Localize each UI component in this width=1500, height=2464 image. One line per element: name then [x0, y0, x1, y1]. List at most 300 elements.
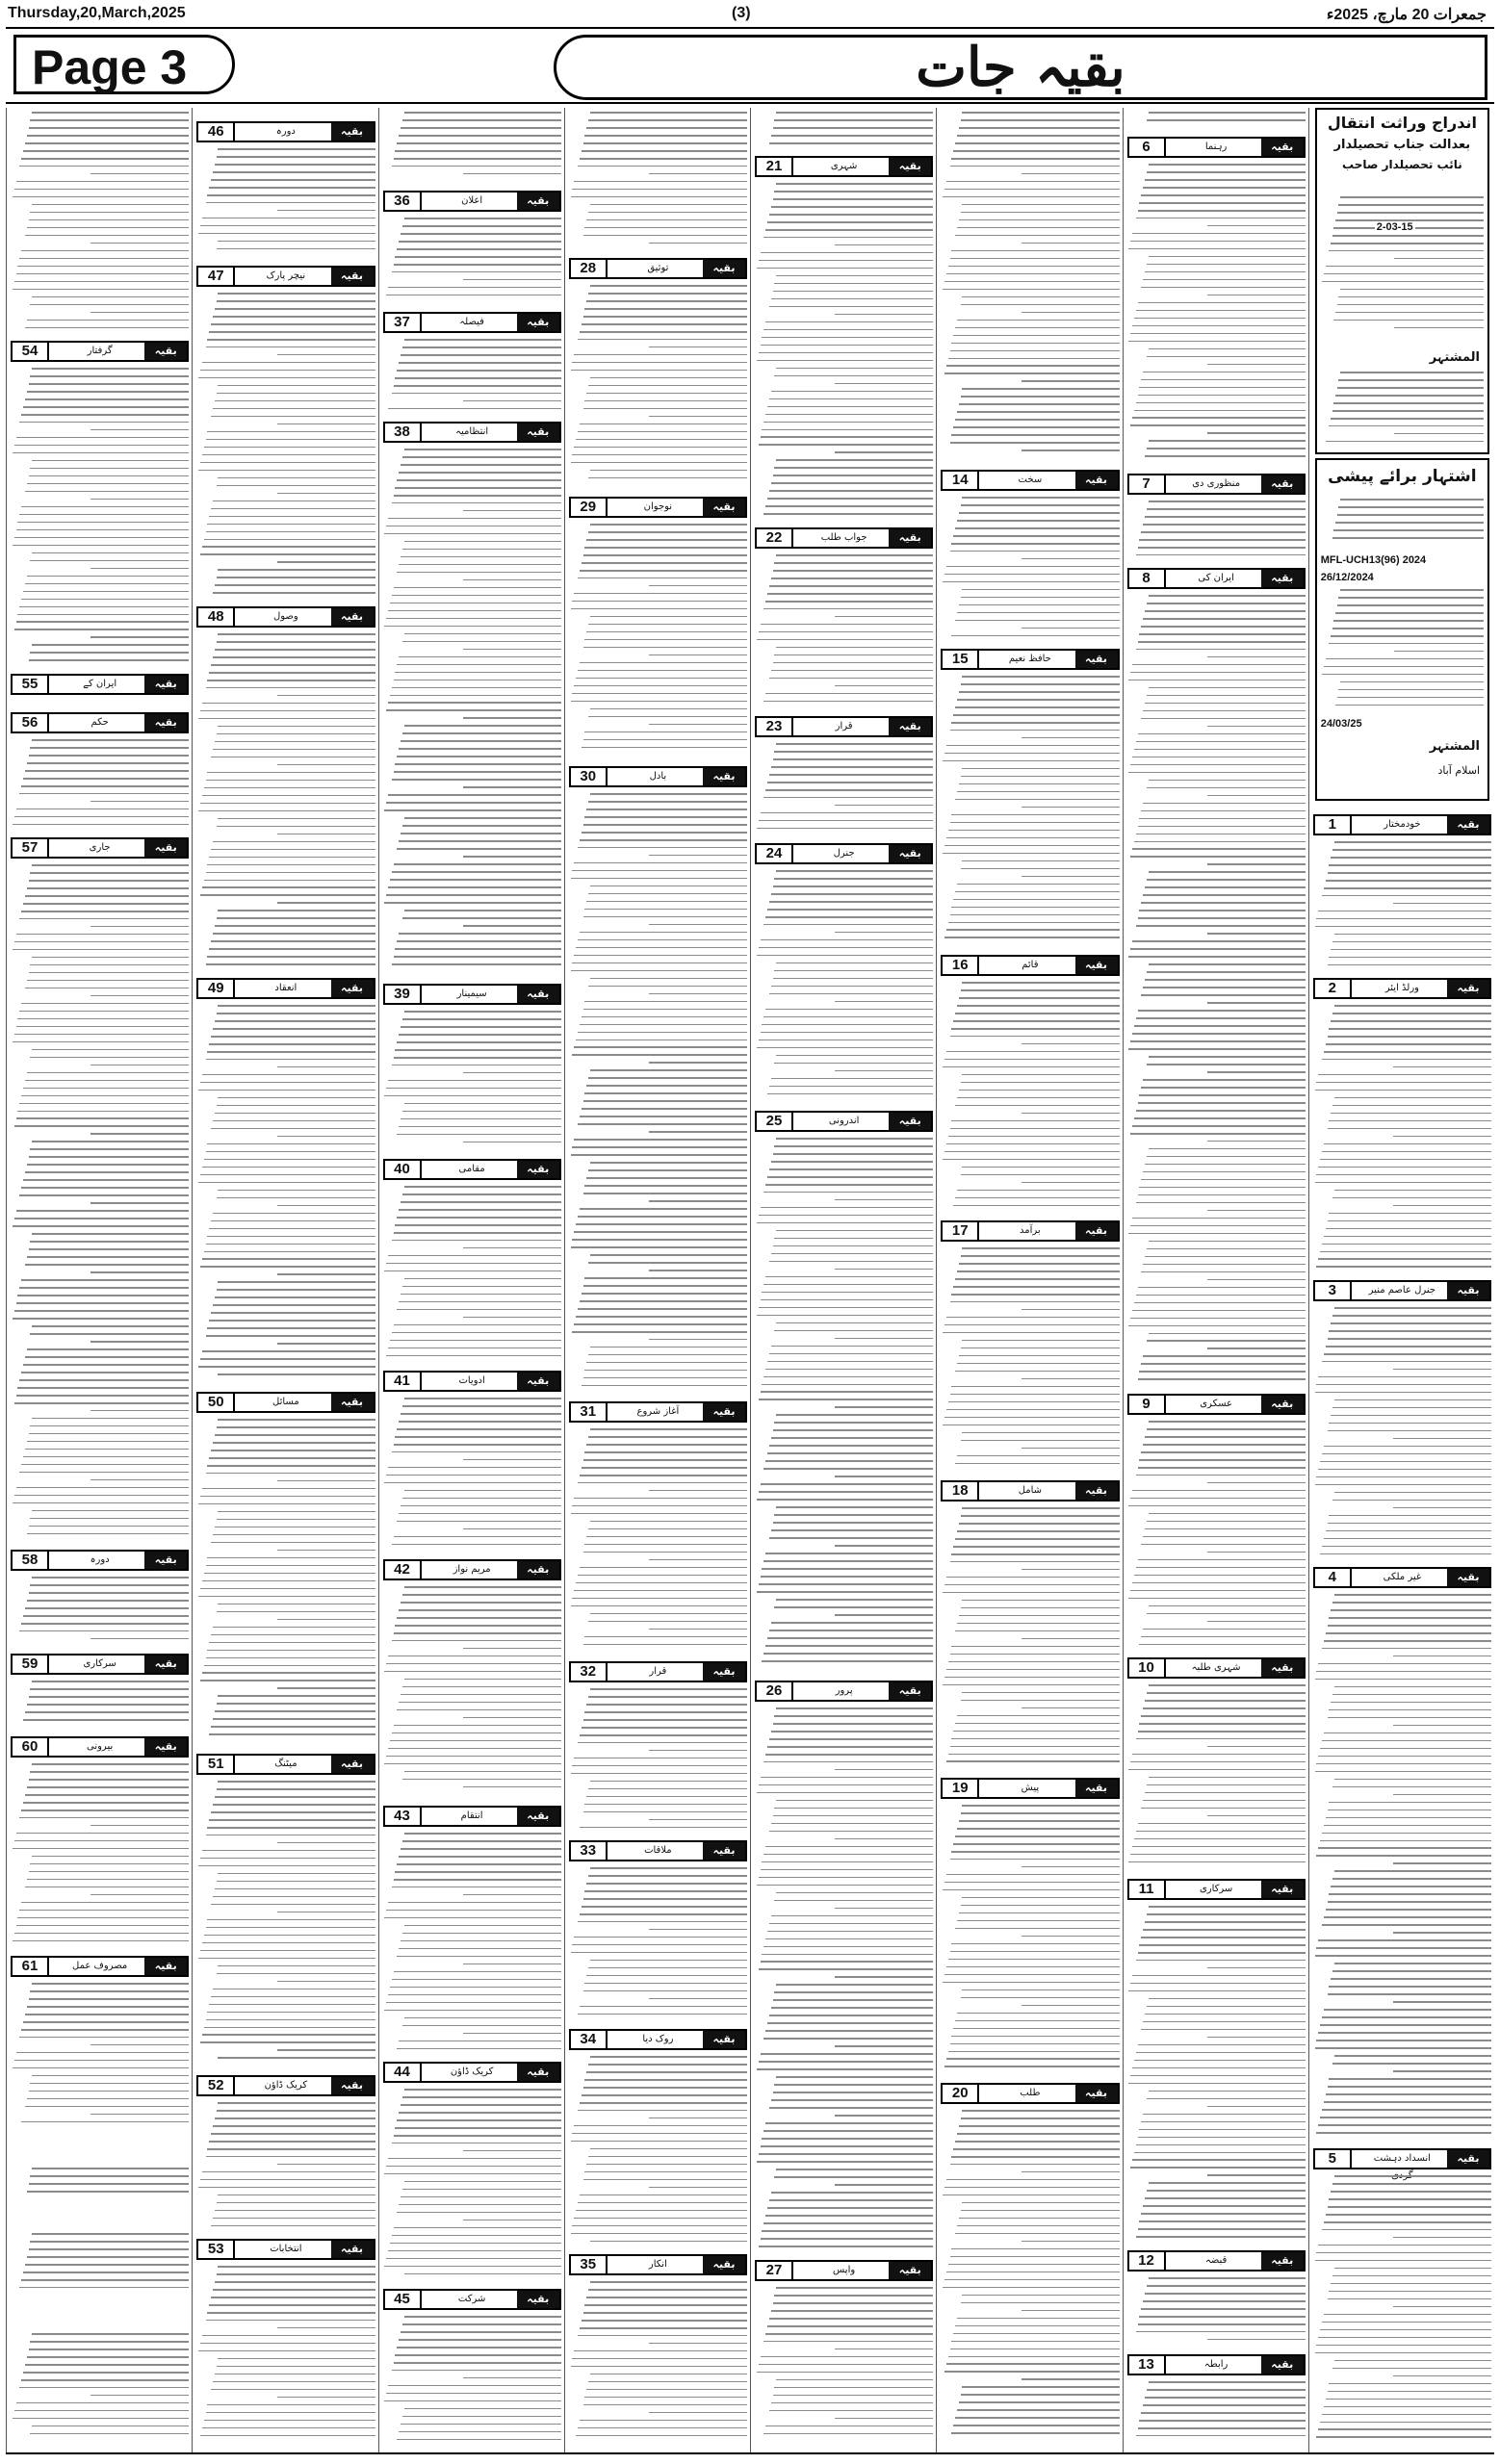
- tag-word: بقیہ: [1261, 570, 1304, 587]
- continued-tag-20: [941, 2083, 1119, 2104]
- continued-tag-56: [11, 712, 189, 733]
- tag-number: 53: [198, 2241, 235, 2258]
- continued-tag-43: [383, 1806, 561, 1827]
- text-block: [1313, 1307, 1491, 1561]
- tag-number: 44: [385, 2064, 422, 2081]
- tag-number: 11: [1129, 1881, 1166, 1898]
- continued-tag-24: [755, 843, 933, 864]
- notice-title: اندراج وراثت انتقال: [1327, 114, 1477, 132]
- text-block: [941, 982, 1119, 1215]
- tag-word: بقیہ: [331, 123, 374, 141]
- continued-tag-57: [11, 837, 189, 859]
- tag-word: بقیہ: [703, 2031, 745, 2048]
- continued-tag-12: [1127, 2250, 1306, 2272]
- tag-subject: رہنما: [1204, 141, 1228, 152]
- tag-number: 15: [943, 651, 979, 668]
- text-block: [383, 1586, 561, 1800]
- continued-tag-47: [196, 266, 375, 287]
- text-block: [11, 112, 189, 335]
- masthead-rule: [6, 102, 1494, 104]
- tag-number: 14: [943, 472, 979, 489]
- tag-subject: قبضہ: [1204, 2255, 1228, 2266]
- tag-number: 4: [1315, 1569, 1352, 1586]
- tag-subject: آغاز شروع: [636, 1406, 680, 1417]
- tag-number: 18: [943, 1482, 979, 1500]
- text-block: [383, 218, 561, 306]
- tag-word: بقیہ: [144, 714, 187, 732]
- tag-number: 37: [385, 314, 422, 331]
- tag-subject: بیرونی: [86, 1741, 114, 1752]
- text-block: [1313, 2175, 1491, 2447]
- columns-area: [6, 108, 1494, 2452]
- tag-number: 39: [385, 986, 422, 1003]
- tag-subject: سیمینار: [456, 988, 487, 999]
- tag-number: 3: [1315, 1282, 1352, 1299]
- continued-tag-22: [755, 527, 933, 549]
- tag-number: 36: [385, 192, 422, 210]
- continued-tag-45: [383, 2289, 561, 2310]
- continued-tag-2: [1313, 978, 1491, 999]
- text-block: [383, 2089, 561, 2283]
- tag-word: بقیہ: [517, 1373, 559, 1390]
- continued-tag-26: [755, 1681, 933, 1702]
- continued-tag-54: [11, 341, 189, 362]
- tag-number: 9: [1129, 1396, 1166, 1413]
- tag-word: بقیہ: [703, 1403, 745, 1421]
- tag-number: 20: [943, 2085, 979, 2102]
- tag-number: 56: [13, 714, 49, 732]
- tag-subject: اعلان: [461, 195, 483, 206]
- tag-number: 10: [1129, 1659, 1166, 1677]
- bottom-rule: [6, 2452, 1494, 2454]
- text-block: [941, 2110, 1119, 2447]
- tag-number: 41: [385, 1373, 422, 1390]
- tag-subject: فیصلہ: [459, 317, 484, 327]
- text-block: [1321, 196, 1484, 341]
- tag-number: 52: [198, 2077, 235, 2094]
- text-block: [755, 870, 933, 1105]
- text-block: [1127, 1684, 1306, 1873]
- tag-number: 35: [571, 2256, 608, 2273]
- text-block: [383, 339, 561, 416]
- tag-subject: دورہ: [275, 126, 296, 137]
- hearing-advert: [1315, 458, 1489, 801]
- tag-subject: انتظامیہ: [455, 426, 489, 437]
- tag-number: 34: [571, 2031, 608, 2048]
- continued-tag-28: [569, 258, 747, 279]
- continued-tag-35: [569, 2254, 747, 2275]
- page-label: Page 3: [13, 35, 235, 94]
- continued-tag-30: [569, 766, 747, 787]
- continued-tag-15: [941, 649, 1119, 670]
- tag-number: 57: [13, 839, 49, 857]
- continued-tag-7: [1127, 474, 1306, 495]
- text-block: [196, 633, 375, 972]
- tag-number: 27: [757, 2262, 793, 2279]
- text-block: [383, 1011, 561, 1153]
- text-block: [1313, 1005, 1491, 1274]
- tag-subject: شرکت: [457, 2294, 486, 2304]
- continued-tag-55: [11, 674, 189, 695]
- continued-tag-19: [941, 1778, 1119, 1799]
- tag-word: بقیہ: [517, 2064, 559, 2081]
- tag-word: بقیہ: [1261, 2356, 1304, 2374]
- tag-word: بقیہ: [1075, 1780, 1118, 1797]
- tag-word: بقیہ: [1075, 1482, 1118, 1500]
- tag-word: بقیہ: [517, 1561, 559, 1578]
- tag-subject: ورلڈ ایئر: [1384, 983, 1419, 993]
- tag-subject: میٹنگ: [274, 1758, 297, 1769]
- text-block: [569, 524, 747, 760]
- tag-word: بقیہ: [517, 2291, 559, 2308]
- continued-tag-51: [196, 1754, 375, 1775]
- tag-number: 31: [571, 1403, 608, 1421]
- tag-word: بقیہ: [1261, 139, 1304, 156]
- text-block: [569, 2281, 747, 2447]
- tag-word: بقیہ: [703, 768, 745, 785]
- tag-subject: رابطہ: [1203, 2359, 1228, 2370]
- tag-number: 43: [385, 1808, 422, 1825]
- text-block: [755, 554, 933, 710]
- text-block: [569, 1688, 747, 1835]
- text-block: [11, 1763, 189, 1950]
- tag-number: 48: [198, 608, 235, 626]
- tag-word: بقیہ: [889, 1682, 931, 1700]
- tag-number: 12: [1129, 2252, 1166, 2270]
- tag-subject: مصروف عمل: [72, 1961, 128, 1971]
- tag-word: بقیہ: [1075, 472, 1118, 489]
- tag-subject: برآمد: [1020, 1225, 1041, 1236]
- tag-word: بقیہ: [1447, 1569, 1489, 1586]
- tag-subject: قرار: [835, 721, 853, 732]
- text-block: [196, 1419, 375, 1748]
- continued-tag-11: [1127, 1879, 1306, 1900]
- tag-subject: وصول: [272, 611, 298, 622]
- tag-word: بقیہ: [517, 1808, 559, 1825]
- text-block: [1127, 164, 1306, 468]
- tag-number: 13: [1129, 2356, 1166, 2374]
- text-block: [755, 112, 933, 150]
- notice-date: 2-03-15: [1376, 221, 1413, 233]
- text-block: [755, 2287, 933, 2447]
- text-block: [383, 2316, 561, 2447]
- continued-tag-9: [1127, 1394, 1306, 1415]
- tag-subject: حکم: [91, 717, 109, 728]
- tag-number: 32: [571, 1663, 608, 1681]
- continued-tag-58: [11, 1550, 189, 1571]
- text-block: [1321, 372, 1484, 449]
- column-2: [1123, 108, 1309, 2452]
- page-number: (3): [732, 5, 751, 21]
- text-block: [11, 2333, 189, 2447]
- text-block: [1127, 1906, 1306, 2245]
- continued-tag-13: [1127, 2354, 1306, 2375]
- continued-tag-17: [941, 1220, 1119, 1242]
- case-number: MFL-UCH13(96) 2024: [1320, 554, 1427, 566]
- text-block: [1127, 500, 1306, 562]
- tag-word: بقیہ: [1261, 1659, 1304, 1677]
- tag-word: بقیہ: [144, 1552, 187, 1569]
- continued-tag-29: [569, 497, 747, 518]
- text-block: [941, 1507, 1119, 1772]
- tag-word: بقیہ: [889, 529, 931, 547]
- tag-subject: بادل: [649, 771, 667, 782]
- continued-tag-39: [383, 984, 561, 1005]
- continued-tag-40: [383, 1159, 561, 1180]
- tag-number: 50: [198, 1394, 235, 1411]
- tag-word: بقیہ: [144, 839, 187, 857]
- tag-word: بقیہ: [517, 1161, 559, 1178]
- tag-number: 61: [13, 1958, 49, 1975]
- tag-word: بقیہ: [889, 845, 931, 862]
- tag-word: بقیہ: [517, 314, 559, 331]
- advert-signer: المشتہر: [1429, 739, 1480, 754]
- tag-word: بقیہ: [1261, 1396, 1304, 1413]
- tag-word: بقیہ: [703, 2256, 745, 2273]
- tag-word: بقیہ: [1075, 651, 1118, 668]
- continued-tag-52: [196, 2075, 375, 2096]
- continued-tag-61: [11, 1956, 189, 1977]
- tag-subject: شامل: [1018, 1485, 1043, 1496]
- tag-number: 2: [1315, 980, 1352, 997]
- tag-subject: انکار: [648, 2259, 667, 2270]
- text-block: [1127, 1421, 1306, 1652]
- tag-subject: منظوری دی: [1192, 478, 1241, 489]
- tag-number: 24: [757, 845, 793, 862]
- tag-word: بقیہ: [331, 2241, 374, 2258]
- tag-word: بقیہ: [703, 499, 745, 516]
- tag-subject: شہری: [830, 161, 858, 171]
- text-block: [11, 1681, 189, 1731]
- tag-subject: خودمختار: [1384, 819, 1421, 830]
- text-block: [755, 1138, 933, 1675]
- tag-subject: پرور: [835, 1685, 853, 1696]
- tag-number: 5: [1315, 2150, 1352, 2168]
- tag-subject: انتخابات: [270, 2244, 302, 2254]
- continued-tag-27: [755, 2260, 933, 2281]
- tag-number: 55: [13, 676, 49, 693]
- tag-word: بقیہ: [331, 980, 374, 997]
- tag-number: 47: [198, 268, 235, 285]
- continued-tag-59: [11, 1654, 189, 1675]
- tag-number: 30: [571, 768, 608, 785]
- tag-number: 22: [757, 529, 793, 547]
- text-block: [1321, 589, 1484, 714]
- text-block: [196, 2102, 375, 2233]
- continued-tag-14: [941, 470, 1119, 491]
- tag-word: بقیہ: [703, 1663, 745, 1681]
- text-block: [755, 183, 933, 522]
- tag-subject: شہری طلبہ: [1191, 1662, 1241, 1673]
- continued-tag-36: [383, 191, 561, 212]
- tag-number: 49: [198, 980, 235, 997]
- text-block: [1321, 499, 1484, 547]
- tag-subject: حافظ نعیم: [1008, 654, 1051, 664]
- continued-tag-33: [569, 1840, 747, 1861]
- text-block: [569, 112, 747, 252]
- column-3: [936, 108, 1123, 2452]
- continued-tag-60: [11, 1736, 189, 1758]
- tag-word: بقیہ: [1261, 1881, 1304, 1898]
- tag-subject: واپس: [833, 2265, 856, 2275]
- tag-subject: مقامی: [458, 1164, 485, 1174]
- text-block: [196, 1005, 375, 1386]
- tag-subject: توثیق: [647, 263, 669, 273]
- tag-subject: طلب: [1020, 2088, 1041, 2098]
- tag-subject: عسکری: [1200, 1399, 1232, 1409]
- tag-number: 8: [1129, 570, 1166, 587]
- tag-number: 38: [385, 424, 422, 441]
- tag-word: بقیہ: [144, 676, 187, 693]
- tag-number: 60: [13, 1738, 49, 1756]
- text-block: [196, 148, 375, 260]
- continued-tag-4: [1313, 1567, 1491, 1588]
- tag-subject: جاری: [89, 842, 111, 853]
- continued-tag-44: [383, 2062, 561, 2083]
- tag-subject: جواب طلب: [820, 532, 867, 543]
- continued-tag-6: [1127, 137, 1306, 158]
- tag-word: بقیہ: [1075, 957, 1118, 974]
- column-4: [750, 108, 937, 2452]
- text-block: [383, 449, 561, 978]
- tag-subject: جنرل: [833, 848, 855, 859]
- continued-tag-46: [196, 121, 375, 142]
- text-block: [1127, 112, 1306, 131]
- continued-tag-25: [755, 1111, 933, 1132]
- tag-number: 42: [385, 1561, 422, 1578]
- tag-word: بقیہ: [1261, 2252, 1304, 2270]
- advert-date-1: 26/12/2024: [1320, 572, 1374, 583]
- advert-place: اسلام آباد: [1437, 764, 1480, 777]
- tag-word: بقیہ: [703, 1842, 745, 1860]
- tag-word: بقیہ: [1447, 816, 1489, 834]
- tag-subject: اندرونی: [828, 1116, 860, 1126]
- text-block: [11, 368, 189, 668]
- text-block: [1127, 2277, 1306, 2348]
- continued-tag-37: [383, 312, 561, 333]
- tag-word: بقیہ: [517, 192, 559, 210]
- tag-subject: ایران کی: [1198, 573, 1234, 583]
- tag-word: بقیہ: [889, 158, 931, 175]
- masthead-title: بقیہ جات: [554, 35, 1487, 100]
- tag-subject: جنرل عاصم منیر: [1368, 1285, 1436, 1296]
- tag-word: بقیہ: [144, 343, 187, 360]
- tag-word: بقیہ: [1447, 1282, 1489, 1299]
- tag-word: بقیہ: [889, 2262, 931, 2279]
- tag-word: بقیہ: [517, 424, 559, 441]
- column-1: [1308, 108, 1495, 2452]
- tag-word: بقیہ: [144, 1958, 187, 1975]
- text-block: [11, 739, 189, 832]
- tag-number: 29: [571, 499, 608, 516]
- text-block: [941, 676, 1119, 949]
- date-english: Thursday,20,March,2025: [8, 5, 186, 21]
- continued-tag-42: [383, 1559, 561, 1580]
- tag-number: 59: [13, 1656, 49, 1673]
- continued-tag-1: [1313, 814, 1491, 835]
- tag-word: بقیہ: [1075, 2085, 1118, 2102]
- notice-signer: المشتہر: [1429, 350, 1480, 365]
- column-8: [6, 108, 193, 2452]
- tag-subject: قرار: [649, 1666, 667, 1677]
- tag-number: 28: [571, 260, 608, 277]
- text-block: [941, 1805, 1119, 2077]
- continued-tag-53: [196, 2239, 375, 2260]
- text-block: [11, 2233, 189, 2300]
- tag-subject: سخت: [1018, 475, 1043, 485]
- continued-tag-18: [941, 1480, 1119, 1502]
- continued-tag-41: [383, 1371, 561, 1392]
- continued-tag-3: [1313, 1280, 1491, 1301]
- tag-word: بقیہ: [889, 1113, 931, 1130]
- tag-word: بقیہ: [331, 2077, 374, 2094]
- tag-word: بقیہ: [144, 1738, 187, 1756]
- continued-tag-5: [1313, 2148, 1491, 2169]
- tag-number: 16: [943, 957, 979, 974]
- text-block: [941, 1247, 1119, 1475]
- tag-subject: انسداد دہشت: [1373, 2153, 1431, 2164]
- continued-tag-8: [1127, 568, 1306, 589]
- continued-tag-38: [383, 422, 561, 443]
- text-block: [11, 701, 189, 706]
- continued-tag-50: [196, 1392, 375, 1413]
- tag-subject: سرکاری: [1199, 1884, 1233, 1894]
- inheritance-notice: [1315, 108, 1489, 454]
- tag-subject: گرفتار: [87, 346, 113, 356]
- text-block: [569, 1428, 747, 1656]
- column-6: [378, 108, 565, 2452]
- tag-number: 21: [757, 158, 793, 175]
- tag-word: بقیہ: [331, 608, 374, 626]
- text-block: [11, 2168, 189, 2200]
- tag-number: 46: [198, 123, 235, 141]
- text-block: [569, 1867, 747, 2023]
- tag-number: 45: [385, 2291, 422, 2308]
- top-line: [0, 0, 1500, 27]
- continued-tag-32: [569, 1661, 747, 1682]
- text-block: [755, 743, 933, 837]
- tag-number: 51: [198, 1756, 235, 1773]
- tag-word: بقیہ: [331, 1394, 374, 1411]
- text-block: [569, 285, 747, 491]
- tag-subject: سرکاری: [83, 1658, 116, 1669]
- text-block: [196, 2266, 375, 2447]
- tag-number: 54: [13, 343, 49, 360]
- text-block: [383, 1833, 561, 2056]
- tag-subject: نیچر پارک: [266, 270, 306, 281]
- advert-title: اشتہار برائے پیشی: [1328, 467, 1477, 486]
- tag-subject: دورہ: [90, 1554, 110, 1565]
- tag-number: 19: [943, 1780, 979, 1797]
- tag-word: بقیہ: [1447, 2150, 1489, 2168]
- tag-subject: مسائل: [272, 1397, 299, 1407]
- text-block: [1313, 841, 1491, 972]
- tag-subject: انعقاد: [274, 983, 297, 993]
- tag-number: 1: [1315, 816, 1352, 834]
- tag-word: بقیہ: [1447, 980, 1489, 997]
- tag-word: بقیہ: [1075, 1222, 1118, 1240]
- text-block: [1127, 2381, 1306, 2447]
- text-block: [11, 1577, 189, 1648]
- continued-tag-10: [1127, 1657, 1306, 1679]
- tag-number: 23: [757, 718, 793, 735]
- tag-subject: نوجوان: [643, 501, 673, 512]
- tag-subject: ملاقات: [644, 1845, 672, 1856]
- top-rule: [6, 27, 1494, 29]
- tag-number: 7: [1129, 475, 1166, 493]
- column-7: [192, 108, 378, 2452]
- text-block: [11, 1983, 189, 2135]
